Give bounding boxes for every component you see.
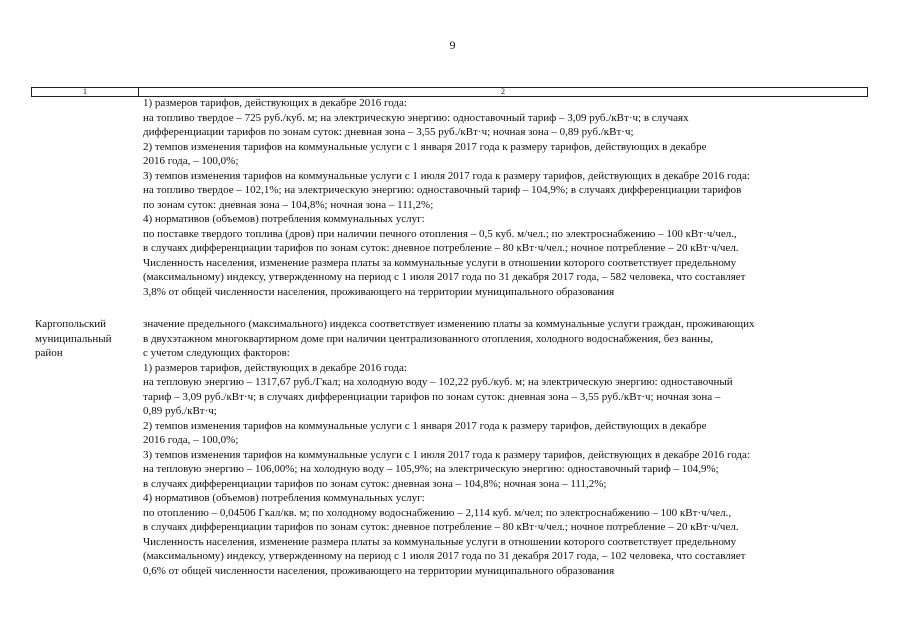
block2-line: 2016 года, – 100,0%;: [143, 434, 239, 446]
block2-line: значение предельного (максимального) индекса соответствует изменению платы за коммунальные услуги граждан, проживающих: [143, 318, 755, 330]
block2-line: на тепловую энергию – 106,00%; на холодную воду – 105,9%; на электрическую энергию: одноставочный тариф – 104,9%;: [143, 463, 719, 475]
block1-line: на топливо твердое – 102,1%; на электрическую энергию: одноставочный тариф – 104,9%; в случаях дифференциации тарифов: [143, 184, 742, 196]
block1-line: в случаях дифференциации тарифов по зонам суток: дневное потребление – 80 кВт·ч/чел.; ночное потребление – 20 кВт·ч/чел.: [143, 242, 739, 254]
table-header-col-2: 2: [501, 87, 505, 96]
block2-line: в случаях дифференциации тарифов по зонам суток: дневная зона – 104,8%; ночная зона – 111,2%;: [143, 478, 607, 490]
block1-line: по зонам суток: дневная зона – 104,8%; ночная зона – 111,2%;: [143, 199, 434, 211]
table-header-col-1: 1: [32, 88, 139, 96]
block2-line: 0,89 руб./кВт·ч;: [143, 405, 217, 417]
table-header-row: [31, 87, 868, 97]
block1-line: 3) темпов изменения тарифов на коммунальные услуги с 1 июля 2017 года к размеру тарифов, действующих в декабре 2016 года:: [143, 170, 750, 182]
block1-line: 2016 года, – 100,0%;: [143, 155, 239, 167]
block2-line: 0,6% от общей численности населения, проживающего на территории муниципального образования: [143, 565, 615, 577]
block2-line: в случаях дифференциации тарифов по зонам суток: дневное потребление – 80 кВт·ч/чел.; ночное потребление – 20 кВт·ч/чел.: [143, 521, 739, 533]
block2-line: 1) размеров тарифов, действующих в декабре 2016 года:: [143, 362, 407, 374]
block1-line: (максимальному) индексу, утвержденному на период с 1 июля 2017 года по 31 декабря 2017 года, – 582 человека, что составляет: [143, 271, 746, 283]
region-label: Каргопольский: [35, 318, 107, 330]
block1-line: 2) темпов изменения тарифов на коммунальные услуги с 1 января 2017 года к размеру тарифов, действующих в декабре: [143, 141, 707, 153]
block1-line: на топливо твердое – 725 руб./куб. м; на электрическую энергию: одноставочный тариф – 3,09 руб./кВт·ч; в случаях: [143, 112, 689, 124]
block1-line: 4) нормативов (объемов) потребления коммунальных услуг:: [143, 213, 425, 225]
block2-line: по отоплению – 0,04506 Гкал/кв. м; по холодному водоснабжению – 2,114 куб. м/чел; по электроснабжению – 100 кВт·ч/чел.,: [143, 507, 732, 519]
block2-line: на тепловую энергию – 1317,67 руб./Гкал; на холодную воду – 102,22 руб./куб. м; на электрическую энергию: одноставочный: [143, 376, 733, 388]
region-label: район: [35, 347, 63, 359]
block1-line: Численность населения, изменение размера платы за коммунальные услуги в отношении которого соответствует предельному: [143, 257, 737, 269]
block1-line: 1) размеров тарифов, действующих в декабре 2016 года:: [143, 97, 407, 109]
block1-line: дифференциации тарифов по зонам суток: дневная зона – 3,55 руб./кВт·ч; ночная зона – 0,89 руб./кВт·ч;: [143, 126, 634, 138]
page-number: 9: [449, 38, 456, 52]
block2-line: с учетом следующих факторов:: [143, 347, 290, 359]
block2-line: 4) нормативов (объемов) потребления коммунальных услуг:: [143, 492, 425, 504]
block2-line: 3) темпов изменения тарифов на коммунальные услуги с 1 июля 2017 года к размеру тарифов, действующих в декабре 2016 года:: [143, 449, 750, 461]
block1-line: 3,8% от общей численности населения, проживающего на территории муниципального образования: [143, 286, 615, 298]
block2-line: тариф – 3,09 руб./кВт·ч; в случаях дифференциации тарифов по зонам суток: дневная зона – 3,55 руб./кВт·ч; ночная зона –: [143, 391, 721, 403]
block2-line: в двухэтажном многоквартирном доме при наличии централизованного отопления, холодного водоснабжения, без ванны,: [143, 333, 714, 345]
block2-line: Численность населения, изменение размера платы за коммунальные услуги в отношении которого соответствует предельному: [143, 536, 737, 548]
block2-line: (максимальному) индексу, утвержденному на период с 1 июля 2017 года по 31 декабря 2017 года, – 102 человека, что составляет: [143, 550, 746, 562]
region-label: муниципальный: [35, 333, 112, 345]
block2-line: 2) темпов изменения тарифов на коммунальные услуги с 1 января 2017 года к размеру тарифов, действующих в декабре: [143, 420, 707, 432]
block1-line: по поставке твердого топлива (дров) при наличии печного отопления – 0,5 куб. м/чел.; по электроснабжению – 100 кВт·ч/чел.,: [143, 228, 737, 240]
